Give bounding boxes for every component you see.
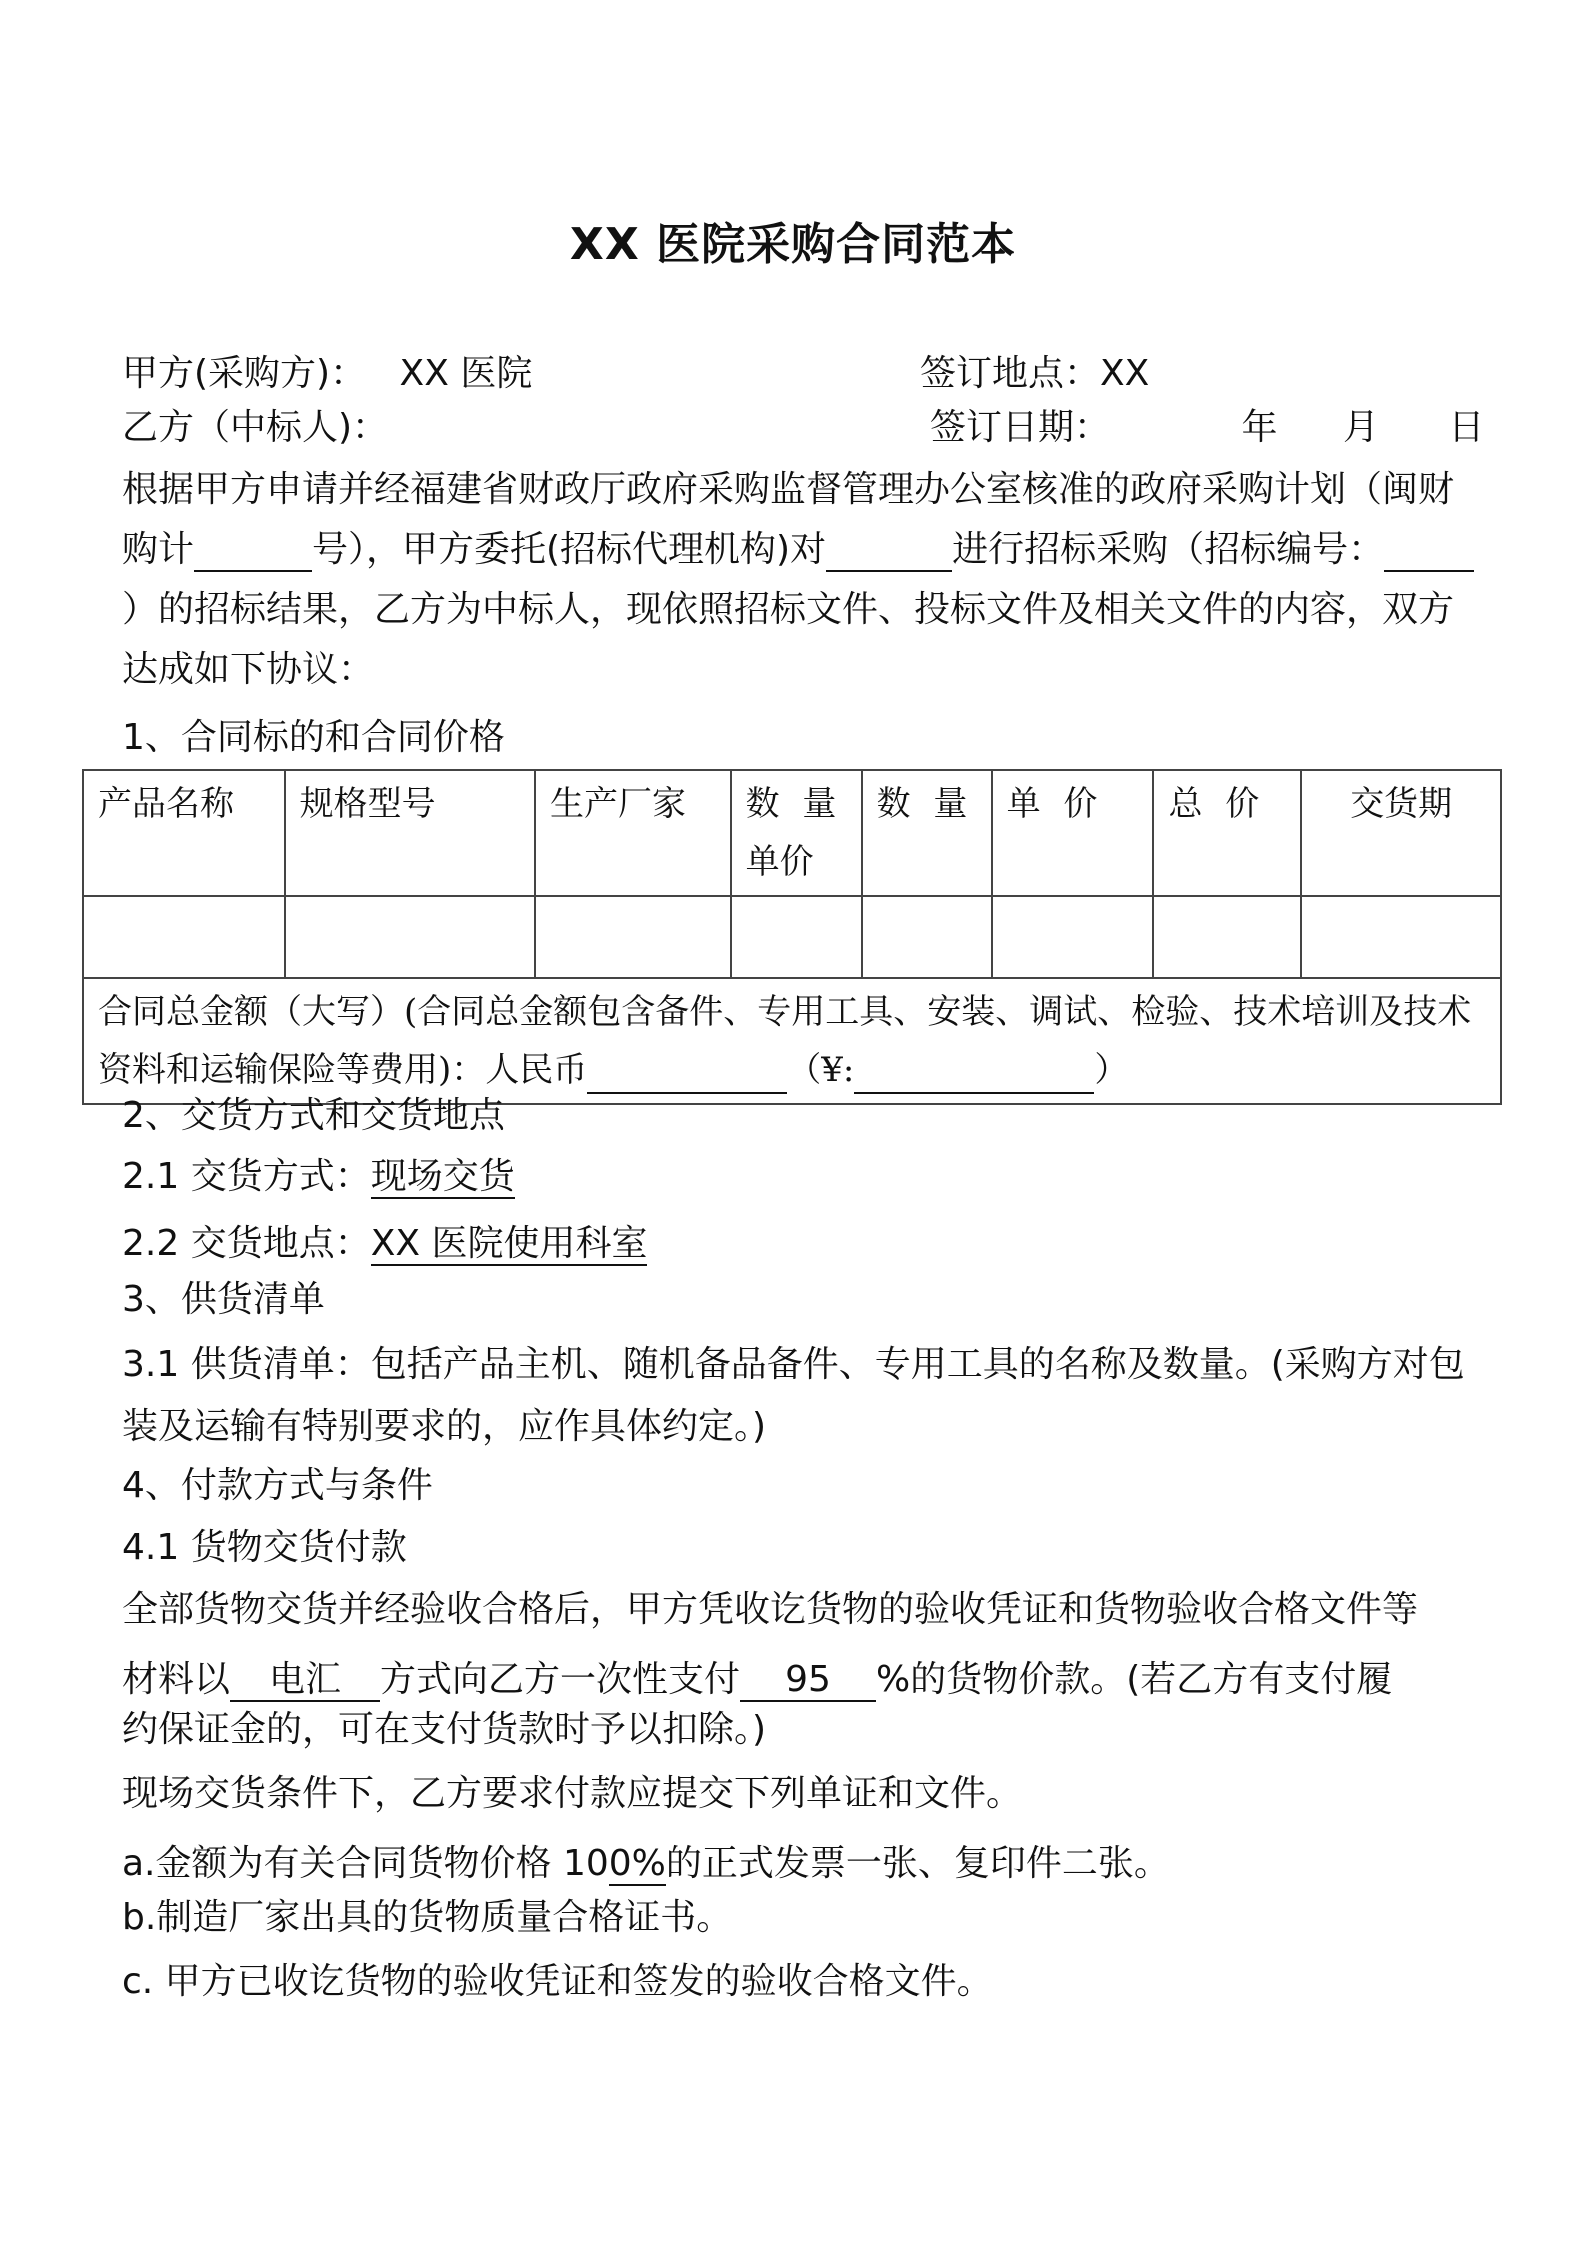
- section-4-heading: 4、付款方式与条件: [122, 1465, 433, 1506]
- col-delivery-period: 交货期: [1301, 770, 1501, 896]
- payment-percent-value: 95: [740, 1660, 876, 1702]
- table-cell[interactable]: [83, 896, 285, 978]
- document-item-c: c. 甲方已收讫货物的验收凭证和签发的验收合格文件。: [122, 1961, 993, 2002]
- table-cell[interactable]: [1301, 896, 1501, 978]
- table-cell[interactable]: [285, 896, 535, 978]
- col-spec-model: 规格型号: [285, 770, 535, 896]
- section-2-heading: 2、交货方式和交货地点: [122, 1095, 505, 1136]
- section-1-heading: 1、合同标的和合同价格: [122, 717, 505, 758]
- payment-text-a: 材料以: [122, 1659, 231, 1700]
- payment-text-c: %的货物价款。(若乙方有支付履: [876, 1659, 1393, 1700]
- total-amount-text: 合同总金额（大写）(合同总金额包含备件、专用工具、安装、调试、检验、技术培训及技术资料和运输保险等费用)：人民币: [98, 992, 1472, 1090]
- delivery-place-label: 2.2 交货地点：: [122, 1223, 371, 1264]
- payment-method-value: 电汇: [230, 1660, 380, 1702]
- document-item-a-text-1: a.金额为有关合同货物价格 10: [122, 1843, 609, 1884]
- col-quantity-unit-line2: 单价: [745, 842, 814, 882]
- document-item-a-text-3: 的正式发票一张、复印件二张。: [665, 1843, 1170, 1884]
- amount-figures-blank[interactable]: [854, 1048, 1094, 1094]
- table-cell[interactable]: [731, 896, 862, 978]
- signing-place-label: 签订地点：: [920, 353, 1101, 394]
- intro-text-1: 根据甲方申请并经福建省财政厅政府采购监督管理办公室核准的政府采购计划（闽财购计: [122, 469, 1455, 570]
- party-b-label: 乙方（中标人)：: [122, 407, 389, 448]
- project-blank: [826, 530, 952, 572]
- intro-text-3: 进行招标采购（招标编号：: [952, 529, 1385, 570]
- page-title: XX 医院采购合同范本: [569, 219, 1017, 270]
- payment-line-1: 全部货物交货并经验收合格后，甲方凭收讫货物的验收凭证和货物验收合格文件等: [122, 1589, 1419, 1630]
- col-product-name: 产品名称: [83, 770, 285, 896]
- table-row: [83, 896, 1501, 978]
- signing-date: [930, 406, 1484, 450]
- yen-label: （¥:: [787, 1050, 855, 1090]
- intro-text-4: ）的招标结果，乙方为中标人，现依照招标文件、投标文件及相关文件的内容，双方达成如下协议：: [122, 589, 1455, 690]
- signing-place: [920, 352, 1149, 396]
- table-cell[interactable]: [1153, 896, 1301, 978]
- signing-place-value: XX: [1100, 353, 1150, 394]
- table-total-row: [83, 978, 1501, 1104]
- party-a-label: 甲方(采购方)：: [122, 353, 367, 394]
- delivery-place: [122, 1222, 647, 1266]
- table-cell[interactable]: [862, 896, 992, 978]
- intro-paragraph: [122, 460, 1482, 700]
- col-unit-price: 单 价: [992, 770, 1154, 896]
- amount-words-blank[interactable]: [587, 1048, 787, 1094]
- delivery-method-label: 2.1 交货方式：: [122, 1156, 371, 1197]
- signing-date-label: 签订日期：: [930, 407, 1111, 448]
- date-day: 日: [1448, 407, 1485, 448]
- col-quantity-unit-line1: 数 量: [745, 784, 843, 824]
- documents-intro: 现场交货条件下，乙方要求付款应提交下列单证和文件。: [122, 1773, 1023, 1814]
- col-quantity: 数 量: [862, 770, 992, 896]
- section-4-1-heading: 4.1 货物交货付款: [122, 1527, 407, 1568]
- table-cell[interactable]: [992, 896, 1154, 978]
- intro-text-2: 号），甲方委托(招标代理机构)对: [312, 529, 827, 570]
- delivery-method: [122, 1155, 515, 1199]
- document-item-a: [122, 1842, 1170, 1886]
- col-manufacturer: 生产厂家: [535, 770, 731, 896]
- payment-text-b: 方式向乙方一次性支付: [380, 1659, 741, 1700]
- document-item-b: b.制造厂家出具的货物质量合格证书。: [122, 1897, 733, 1938]
- document-item-a-text-2: 0%: [608, 1843, 666, 1884]
- table-header-row: [83, 770, 1501, 896]
- payment-line-2: [122, 1658, 1392, 1702]
- table-cell[interactable]: [535, 896, 731, 978]
- party-a-line: [122, 352, 532, 396]
- supply-list-paragraph: 3.1 供货清单：包括产品主机、随机备品备件、专用工具的名称及数量。(采购方对包装及运输有特别要求的，应作具体约定。): [122, 1344, 1465, 1447]
- delivery-place-value: XX 医院使用科室: [370, 1223, 648, 1264]
- delivery-method-value: 现场交货: [370, 1156, 515, 1197]
- col-total-price: 总 价: [1153, 770, 1301, 896]
- contract-table: [82, 769, 1502, 1105]
- date-month: 月: [1342, 407, 1379, 448]
- bid-number-blank: [1384, 530, 1474, 572]
- total-close: ）: [1094, 1050, 1129, 1090]
- total-amount-cell: [83, 978, 1501, 1104]
- payment-line-3: 约保证金的，可在支付货款时予以扣除。): [122, 1709, 767, 1750]
- date-year: 年: [1241, 407, 1278, 448]
- col-quantity-unit: [731, 770, 862, 896]
- plan-number-blank: [194, 530, 312, 572]
- section-3-heading: 3、供货清单: [122, 1279, 325, 1320]
- party-a-value: XX 医院: [399, 353, 533, 394]
